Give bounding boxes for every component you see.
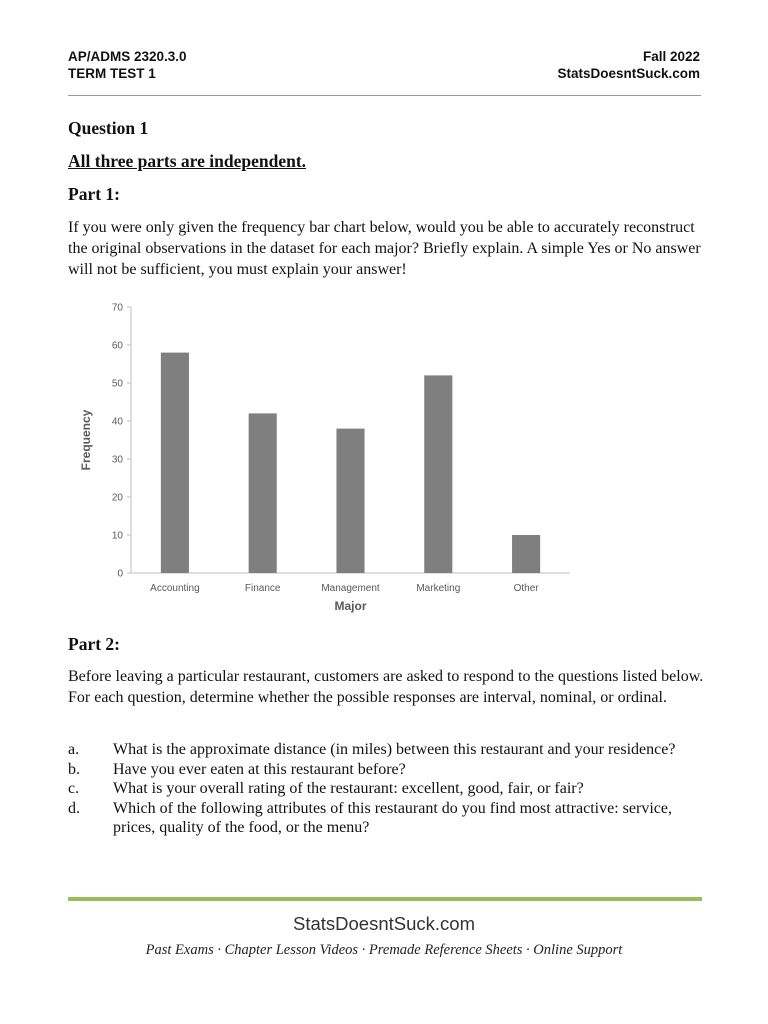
header-divider — [68, 95, 701, 96]
question-title: Question 1 — [68, 118, 149, 138]
part2-title: Part 2: — [68, 634, 120, 654]
part1-text: If you were only given the frequency bar chart below, would you be able to accurately reconstruct the original observations in the dataset for each major? Briefly explain. A simple Yes or No answer will not be sufficient, you must explain your answer! — [68, 219, 701, 278]
x-axis-title: Major — [334, 599, 367, 613]
item-label: b. — [68, 760, 80, 778]
part2-text: Before leaving a particular restaurant, customers are asked to respond to the questions listed below. For each question, determine whether the possible responses are interval, nominal, or ordinal. — [68, 668, 704, 706]
item-text: Which of the following attributes of this restaurant do you find most attractive: service, prices, quality of the food, or the menu? — [113, 799, 672, 836]
y-tick-label: 30 — [111, 454, 123, 466]
x-tick-label: Other — [513, 583, 539, 594]
item-label: d. — [68, 799, 80, 817]
list-item — [68, 740, 704, 760]
footer-links: Past Exams · Chapter Lesson Videos · Premade Reference Sheets · Online Support — [145, 942, 623, 958]
list-item — [68, 760, 704, 780]
footer-divider — [68, 897, 702, 901]
list-item — [68, 779, 704, 799]
test-name: TERM TEST 1 — [68, 66, 156, 81]
frequency-bar-chart — [68, 290, 588, 620]
x-tick-label: Accounting — [150, 583, 200, 594]
y-tick-label: 70 — [111, 302, 123, 314]
header-site: StatsDoesntSuck.com — [557, 66, 700, 81]
item-text: What is your overall rating of the restaurant: excellent, good, fair, or fair? — [113, 780, 584, 797]
bar — [512, 535, 540, 573]
x-tick-label: Marketing — [416, 583, 461, 594]
y-tick-label: 0 — [117, 568, 123, 580]
y-axis-title: Frequency — [79, 409, 93, 471]
item-text: What is the approximate distance (in miles) between this restaurant and your residence? — [113, 741, 676, 758]
part1-title: Part 1: — [68, 184, 120, 204]
header-left — [68, 48, 187, 82]
y-tick-label: 10 — [111, 530, 123, 542]
y-tick-label: 40 — [111, 416, 123, 428]
list-item — [68, 799, 704, 838]
independence-note: All three parts are independent. — [68, 151, 307, 171]
y-tick-label: 60 — [111, 340, 123, 352]
x-tick-label: Management — [321, 583, 380, 594]
x-tick-label: Finance — [244, 583, 281, 594]
header-right — [557, 48, 700, 82]
y-tick-label: 20 — [111, 492, 123, 504]
bar — [336, 429, 364, 573]
course-code: AP/ADMS 2320.3.0 — [68, 49, 187, 64]
bar — [424, 375, 452, 573]
term-label: Fall 2022 — [642, 49, 700, 64]
footer-site: StatsDoesntSuck.com — [293, 913, 475, 934]
item-text: Have you ever eaten at this restaurant before? — [113, 760, 406, 778]
item-label: a. — [68, 741, 80, 758]
question-list — [68, 740, 704, 838]
y-tick-label: 50 — [111, 378, 123, 390]
bar — [161, 353, 189, 573]
bar — [249, 413, 277, 573]
item-label: c. — [68, 780, 80, 797]
